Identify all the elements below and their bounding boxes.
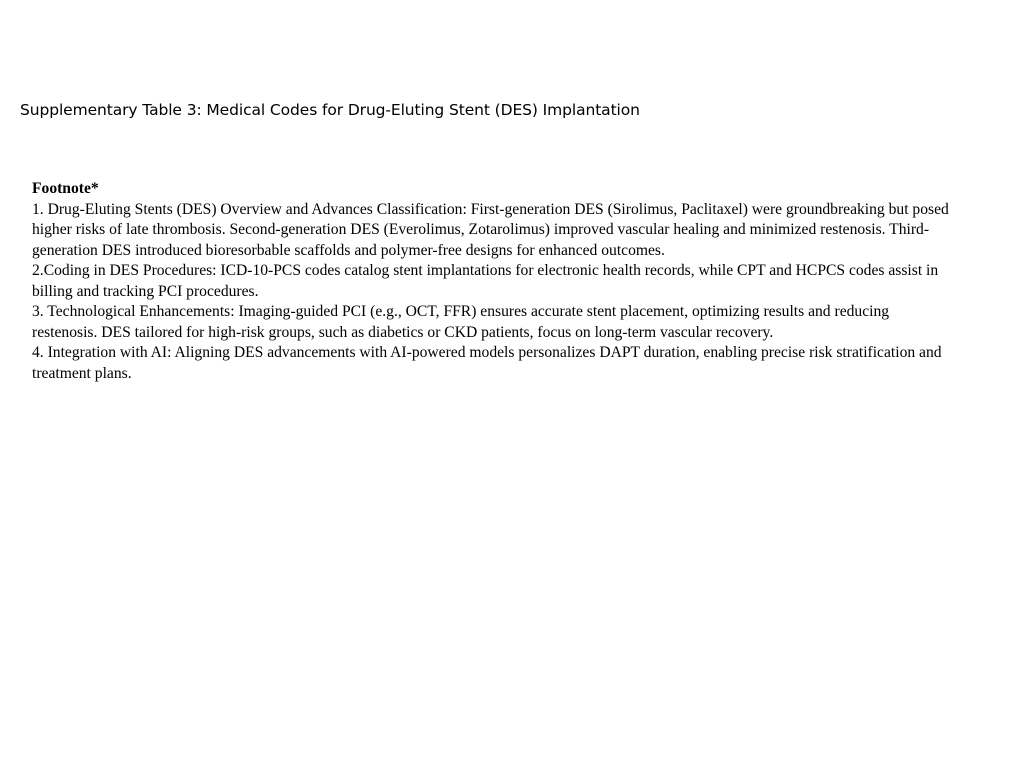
footnote-item-4: 4. Integration with AI: Aligning DES advancements with AI-powered models personalizes DAPT duration, enabling precise risk stratification and treatment plans. xyxy=(32,344,942,382)
footnote-heading: Footnote* xyxy=(32,180,99,197)
slide-title: Supplementary Table 3: Medical Codes for Drug-Eluting Stent (DES) Implantation xyxy=(20,101,640,119)
footnote-item-3: 3. Technological Enhancements: Imaging-guided PCI (e.g., OCT, FFR) ensures accurate stent placement, optimizing results and reducing restenosis. DES tailored for high-risk groups, such as diabetics or CKD patients, focus on long-term vascular recovery. xyxy=(32,303,890,341)
footnote-block xyxy=(32,179,950,384)
footnote-item-2: 2.Coding in DES Procedures: ICD-10-PCS codes catalog stent implantations for electronic health records, while CPT and HCPCS codes assist in billing and tracking PCI procedures. xyxy=(32,262,939,300)
footnote-item-1: 1. Drug-Eluting Stents (DES) Overview and Advances Classification: First-generation DES (Sirolimus, Paclitaxel) were groundbreaking but posed higher risks of late thrombosis. Second-generation DES (Everolimus, Zotarolimus) improved vascular healing and minimized restenosis. Third-generation DES introduced bioresorbable scaffolds and polymer-free designs for enhanced outcomes. xyxy=(32,200,949,259)
